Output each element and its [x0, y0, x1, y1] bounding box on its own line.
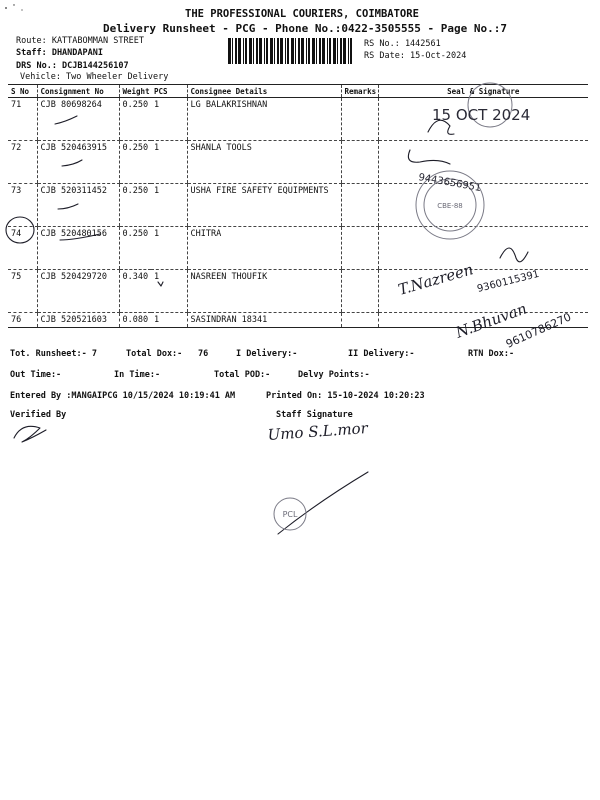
- row-consignee: SHANLA TOOLS: [187, 141, 341, 184]
- verified-signature: [14, 426, 46, 442]
- barcode-bar: [316, 38, 317, 64]
- row-consignment-no: CJB 520311452: [37, 184, 119, 227]
- total-runsheet: Tot. Runsheet:- 7: [10, 349, 97, 359]
- i-delivery: I Delivery:-: [236, 349, 298, 359]
- barcode-bar: [308, 38, 310, 64]
- row-remarks: [341, 313, 378, 328]
- staff-handwritten-signature: Umo S.L.mor: [267, 419, 369, 444]
- row-pcs: 1: [151, 227, 187, 270]
- table-row: [8, 141, 588, 184]
- row-sno: 75: [8, 270, 37, 313]
- barcode-bar: [249, 38, 252, 64]
- pen-stroke: [278, 472, 368, 534]
- row-seal-signature: [378, 184, 588, 227]
- col-consignment: Consignment No: [37, 85, 119, 98]
- row-weight: 0.080: [119, 313, 151, 328]
- row-consignment-no: CJB 520463915: [37, 141, 119, 184]
- barcode-bar: [274, 38, 275, 64]
- total-dox-value: 76: [198, 349, 209, 359]
- row-pcs: 1: [151, 184, 187, 227]
- row-sno: 71: [8, 98, 37, 141]
- barcode-bar: [259, 38, 262, 64]
- round-stamp-text: CBE-88: [437, 202, 463, 210]
- table-row: [8, 270, 588, 313]
- barcode-bar: [340, 38, 342, 64]
- barcode-bar: [329, 38, 331, 64]
- row-consignee: NASREEN THOUFIK: [187, 270, 341, 313]
- out-time: Out Time:-: [10, 370, 62, 380]
- row-consignee: LG BALAKRISHNAN: [187, 98, 341, 141]
- col-consignee: Consignee Details: [187, 85, 341, 98]
- barcode-bar: [295, 38, 296, 64]
- row-pcs: 1: [151, 313, 187, 328]
- bottom-stamp-text: PCL: [282, 510, 298, 519]
- date-stamp: 15 OCT 2024: [432, 106, 531, 124]
- row-consignment-no: CJB 520480156: [37, 227, 119, 270]
- barcode-bar: [327, 38, 328, 64]
- row-remarks: [341, 141, 378, 184]
- staff-label: Staff: DHANDAPANI: [16, 48, 103, 58]
- barcode-bar: [348, 38, 349, 64]
- barcode-bar: [343, 38, 346, 64]
- row-remarks: [341, 270, 378, 313]
- row-weight: 0.250: [119, 98, 151, 141]
- route-label: Route: KATTABOMMAN STREET: [16, 36, 144, 46]
- handwritten-name-row75: T.Nazreen: [396, 260, 476, 299]
- col-seal-signature: Seal & Signature: [378, 85, 588, 98]
- in-time: In Time:-: [114, 370, 161, 380]
- barcode: [228, 38, 356, 64]
- footer-signature-overlay: [0, 400, 600, 560]
- staff-signature-label: Staff Signature: [276, 410, 353, 420]
- barcode-bar: [270, 38, 273, 64]
- row-sno: 72: [8, 141, 37, 184]
- row-consignment-no: CJB 520429720: [37, 270, 119, 313]
- barcode-bar: [287, 38, 289, 64]
- barcode-bar: [322, 38, 325, 64]
- company-name: THE PROFESSIONAL COURIERS, COIMBATORE: [185, 8, 419, 20]
- barcode-bar: [245, 38, 247, 64]
- rs-number: RS No.: 1442561: [364, 39, 441, 49]
- barcode-bar: [337, 38, 338, 64]
- row-weight: 0.340: [119, 270, 151, 313]
- barcode-bar: [333, 38, 336, 64]
- row-seal-signature: [378, 270, 588, 313]
- col-sno: S No: [8, 85, 37, 98]
- barcode-bar: [312, 38, 315, 64]
- row-seal-signature: [378, 141, 588, 184]
- barcode-bar: [243, 38, 244, 64]
- barcode-bar: [277, 38, 279, 64]
- delivery-table: [8, 84, 588, 328]
- row-consignee: USHA FIRE SAFETY EQUIPMENTS: [187, 184, 341, 227]
- table-row: [8, 98, 588, 141]
- verified-by-label: Verified By: [10, 410, 67, 420]
- drs-number: DRS No.: DCJB144256107: [16, 61, 129, 71]
- runsheet-title: Delivery Runsheet - PCG - Phone No.:0422-3505555 - Page No.:7: [103, 22, 507, 35]
- handwritten-name-row76: N.Bhuvan: [453, 299, 530, 342]
- row-consignee: CHITRA: [187, 227, 341, 270]
- entered-by: Entered By :MANGAIPCG 10/15/2024 10:19:41 AM: [10, 391, 236, 401]
- barcode-bar: [350, 38, 352, 64]
- rtn-dox: RTN Dox:-: [468, 349, 515, 359]
- col-weight: Weight: [119, 85, 151, 98]
- rs-date: RS Date: 15-Oct-2024: [364, 51, 467, 61]
- printed-on: Printed On: 15-10-2024 10:20:23: [266, 391, 425, 401]
- barcode-bar: [253, 38, 254, 64]
- row-seal-signature: [378, 98, 588, 141]
- table-header-row: [8, 85, 588, 98]
- col-pcs: PCS: [151, 85, 187, 98]
- row-seal-signature: [378, 227, 588, 270]
- delivery-points: Delvy Points:-: [298, 370, 370, 380]
- barcode-bar: [285, 38, 286, 64]
- row-remarks: [341, 98, 378, 141]
- barcode-bar: [280, 38, 283, 64]
- row-remarks: [341, 184, 378, 227]
- vehicle-label: Vehicle: Two Wheeler Delivery: [20, 72, 169, 82]
- row-weight: 0.250: [119, 227, 151, 270]
- row-remarks: [341, 227, 378, 270]
- barcode-bar: [228, 38, 231, 64]
- barcode-bar: [266, 38, 268, 64]
- barcode-bar: [232, 38, 233, 64]
- barcode-bar: [238, 38, 241, 64]
- row-consignee: SASINDRAN 18341: [187, 313, 341, 328]
- scan-speckle: [0, 0, 40, 20]
- row-consignment-no: CJB 80698264: [37, 98, 119, 141]
- handwritten-phone-row76: 9610786270: [503, 310, 574, 351]
- ii-delivery: II Delivery:-: [348, 349, 415, 359]
- table-row: [8, 313, 588, 328]
- total-dox-label: Total Dox:-: [126, 349, 183, 359]
- row-weight: 0.250: [119, 141, 151, 184]
- row-seal-signature: [378, 313, 588, 328]
- row-sno: 73: [8, 184, 37, 227]
- table-row: [8, 227, 588, 270]
- table-row: [8, 184, 588, 227]
- handwritten-phone-row75: 9360115391: [476, 268, 541, 295]
- barcode-bar: [235, 38, 237, 64]
- row-pcs: 1: [151, 98, 187, 141]
- barcode-bar: [264, 38, 265, 64]
- row-consignment-no: CJB 520521603: [37, 313, 119, 328]
- col-remarks: Remarks: [341, 85, 378, 98]
- barcode-bar: [301, 38, 304, 64]
- row-weight: 0.250: [119, 184, 151, 227]
- barcode-bar: [256, 38, 258, 64]
- barcode-bar: [319, 38, 321, 64]
- total-pod: Total POD:-: [214, 370, 271, 380]
- row-pcs: 1: [151, 141, 187, 184]
- bottom-stamp: [274, 498, 306, 530]
- row-sno: 74: [8, 227, 37, 270]
- barcode-bar: [298, 38, 300, 64]
- row-sno: 76: [8, 313, 37, 328]
- row-pcs: 1: [151, 270, 187, 313]
- handwritten-phone-row73: 9443656951: [417, 172, 483, 195]
- barcode-bar: [306, 38, 307, 64]
- barcode-bar: [291, 38, 294, 64]
